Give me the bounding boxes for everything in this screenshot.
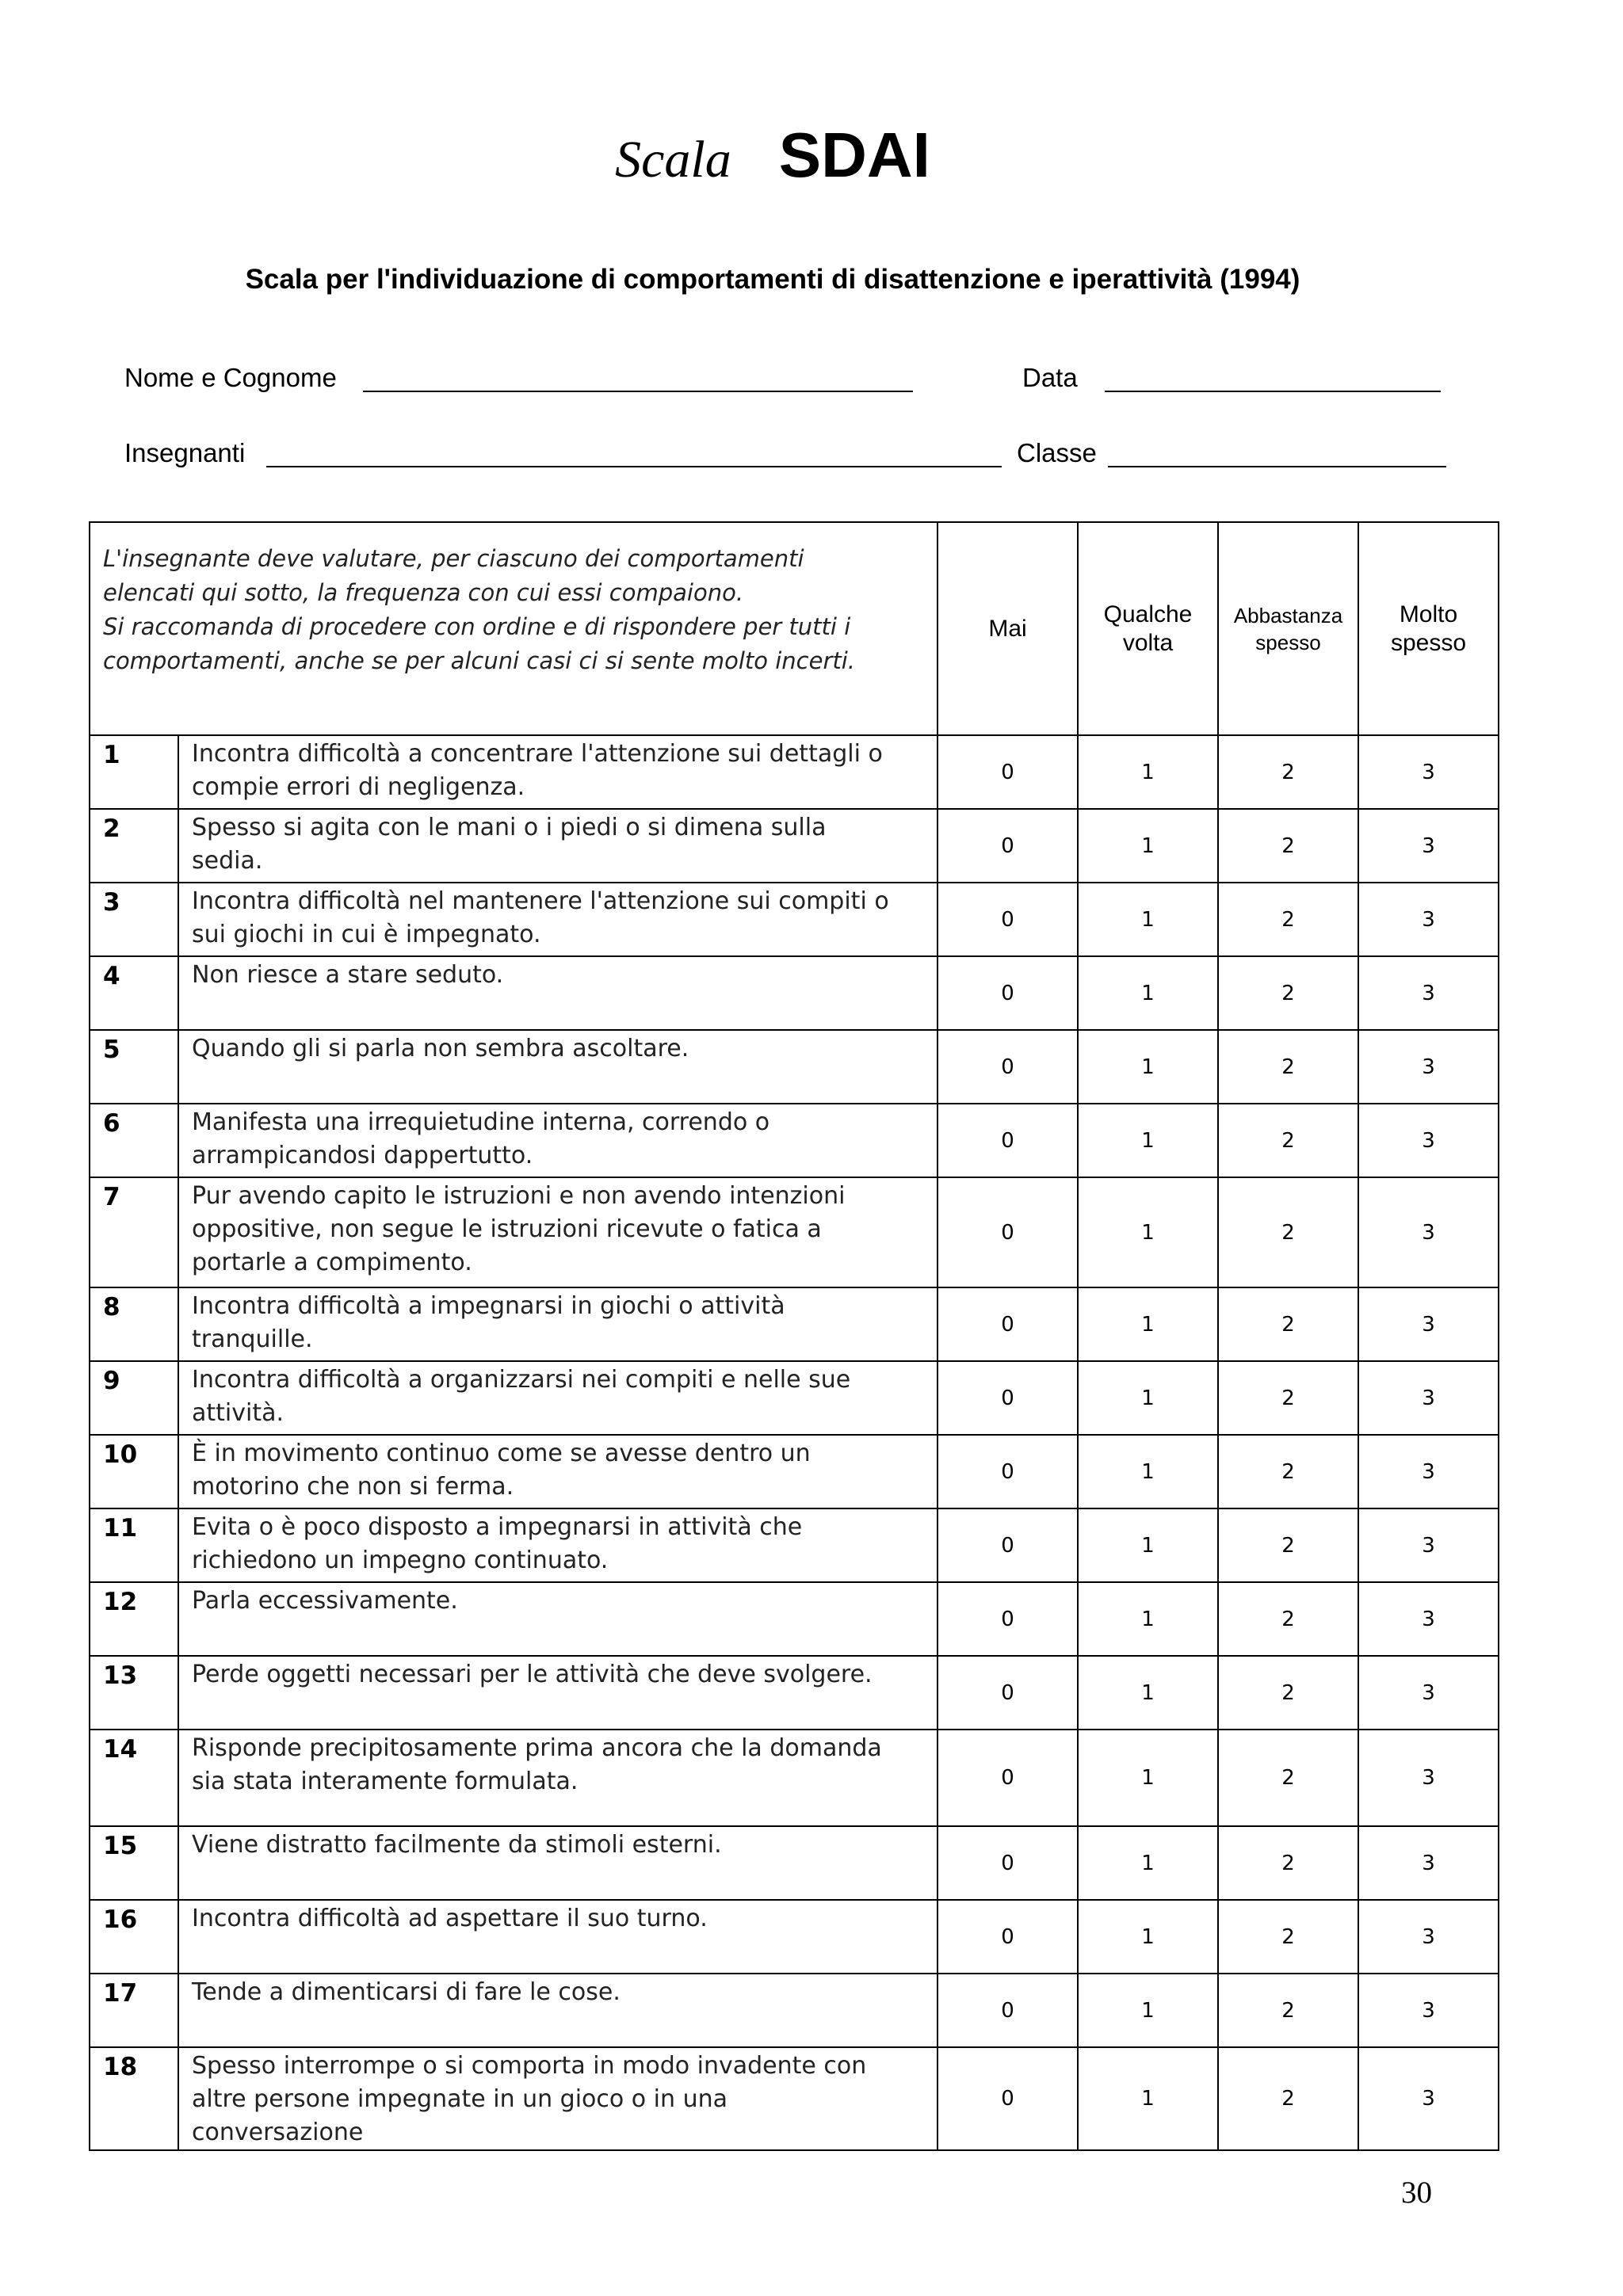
score-abbastanza-spesso[interactable]: 2: [1218, 1656, 1358, 1730]
score-mai[interactable]: 0: [938, 1361, 1078, 1435]
table-row: [90, 1974, 1499, 2047]
item-text-line: Spesso interrompe o si comporta in modo invadente con: [192, 2052, 867, 2080]
item-number: 2: [90, 809, 178, 883]
score-qualche-volta[interactable]: 1: [1078, 1177, 1218, 1287]
column-header-label: Mai: [988, 615, 1027, 642]
score-mai[interactable]: 0: [938, 1435, 1078, 1508]
item-number: 3: [90, 883, 178, 956]
item-text-line: sia stata interamente formulata.: [192, 1768, 579, 1795]
table-row: [90, 1104, 1499, 1177]
item-text-line: richiedono un impegno continuato.: [192, 1547, 609, 1574]
column-header-abbastanza-spesso: [1218, 522, 1358, 735]
score-molto-spesso[interactable]: 3: [1358, 1582, 1499, 1656]
score-molto-spesso[interactable]: 3: [1358, 1974, 1499, 2047]
item-number: 17: [90, 1974, 178, 2047]
score-molto-spesso[interactable]: 3: [1358, 1435, 1499, 1508]
score-qualche-volta[interactable]: 1: [1078, 1730, 1218, 1826]
table-row: [90, 1030, 1499, 1104]
score-mai[interactable]: 0: [938, 1826, 1078, 1900]
item-text-line: sedia.: [192, 847, 263, 875]
item-text-line: compie errori di negligenza.: [192, 773, 525, 801]
item-text-line: Pur avendo capito le istruzioni e non avendo intenzioni: [192, 1182, 846, 1210]
column-header-label: Abbastanza: [1233, 603, 1343, 627]
table-row: [90, 1582, 1499, 1656]
column-header-molto-spesso: [1358, 522, 1499, 735]
score-mai[interactable]: 0: [938, 1730, 1078, 1826]
column-header-qualche-volta: [1078, 522, 1218, 735]
score-qualche-volta[interactable]: 1: [1078, 2047, 1218, 2150]
table-row: [90, 1826, 1499, 1900]
item-text: [178, 735, 938, 809]
score-abbastanza-spesso[interactable]: 2: [1218, 809, 1358, 883]
score-qualche-volta[interactable]: 1: [1078, 1287, 1218, 1361]
score-mai[interactable]: 0: [938, 883, 1078, 956]
score-abbastanza-spesso[interactable]: 2: [1218, 1826, 1358, 1900]
score-qualche-volta[interactable]: 1: [1078, 735, 1218, 809]
column-header-label: spesso: [1390, 629, 1467, 656]
item-text: [178, 1030, 938, 1104]
table-row: [90, 1730, 1499, 1826]
item-number: 1: [90, 735, 178, 809]
title-scala: Scala: [615, 131, 731, 189]
score-mai[interactable]: 0: [938, 2047, 1078, 2150]
table-row: [90, 735, 1499, 809]
score-qualche-volta[interactable]: 1: [1078, 883, 1218, 956]
item-number: 6: [90, 1104, 178, 1177]
score-qualche-volta[interactable]: 1: [1078, 1435, 1218, 1508]
item-text-line: Incontra difficoltà nel mantenere l'attenzione sui compiti o: [192, 887, 889, 915]
score-molto-spesso[interactable]: 3: [1358, 1656, 1499, 1730]
item-text-line: attività.: [192, 1399, 285, 1427]
score-abbastanza-spesso[interactable]: 2: [1218, 1508, 1358, 1582]
column-header-label: spesso: [1255, 630, 1321, 654]
instructions: [90, 522, 938, 735]
score-molto-spesso[interactable]: 3: [1358, 1900, 1499, 1974]
item-text: [178, 1287, 938, 1361]
score-mai[interactable]: 0: [938, 1287, 1078, 1361]
score-molto-spesso[interactable]: 3: [1358, 883, 1499, 956]
score-abbastanza-spesso[interactable]: 2: [1218, 1104, 1358, 1177]
score-molto-spesso[interactable]: 3: [1358, 735, 1499, 809]
table-row: [90, 1900, 1499, 1974]
score-mai[interactable]: 0: [938, 1508, 1078, 1582]
item-number: 16: [90, 1900, 178, 1974]
score-mai[interactable]: 0: [938, 1030, 1078, 1104]
item-text-line: Tende a dimenticarsi di fare le cose.: [192, 1978, 621, 2006]
item-text: [178, 1582, 938, 1656]
item-text: [178, 809, 938, 883]
table-row: [90, 883, 1499, 956]
table-row: [90, 1287, 1499, 1361]
title-sdai: SDAI: [778, 120, 930, 190]
header-row: [90, 522, 1499, 735]
item-text-line: altre persone impegnate in un gioco o in una: [192, 2085, 727, 2113]
score-abbastanza-spesso[interactable]: 2: [1218, 1582, 1358, 1656]
score-abbastanza-spesso[interactable]: 2: [1218, 1974, 1358, 2047]
score-molto-spesso[interactable]: 3: [1358, 1030, 1499, 1104]
score-qualche-volta[interactable]: 1: [1078, 1656, 1218, 1730]
item-text-line: Quando gli si parla non sembra ascoltare.: [192, 1035, 689, 1062]
item-number: 5: [90, 1030, 178, 1104]
item-text: [178, 1104, 938, 1177]
item-text: [178, 1435, 938, 1508]
item-number: 15: [90, 1826, 178, 1900]
instructions-line: comportamenti, anche se per alcuni casi ci si sente molto incerti.: [103, 647, 856, 674]
item-text-line: Evita o è poco disposto a impegnarsi in attività che: [192, 1513, 803, 1541]
item-number: 11: [90, 1508, 178, 1582]
item-number: 18: [90, 2047, 178, 2150]
item-text-line: tranquille.: [192, 1325, 313, 1353]
item-text: [178, 1900, 938, 1974]
score-molto-spesso[interactable]: 3: [1358, 2047, 1499, 2150]
column-header-label: volta: [1122, 629, 1174, 656]
score-molto-spesso[interactable]: 3: [1358, 1177, 1499, 1287]
table-row: [90, 1361, 1499, 1435]
score-qualche-volta[interactable]: 1: [1078, 1826, 1218, 1900]
class-label: Classe: [1017, 438, 1097, 467]
name-label: Nome e Cognome: [124, 363, 337, 392]
score-molto-spesso[interactable]: 3: [1358, 1508, 1499, 1582]
score-mai[interactable]: 0: [938, 1974, 1078, 2047]
score-qualche-volta[interactable]: 1: [1078, 1030, 1218, 1104]
item-number: 14: [90, 1730, 178, 1826]
item-text: [178, 1177, 938, 1287]
item-text-line: conversazione: [192, 2119, 364, 2146]
score-mai[interactable]: 0: [938, 956, 1078, 1030]
name-field[interactable]: [363, 391, 913, 392]
score-molto-spesso[interactable]: 3: [1358, 1826, 1499, 1900]
score-qualche-volta[interactable]: 1: [1078, 1582, 1218, 1656]
item-text-line: Incontra difficoltà ad aspettare il suo turno.: [192, 1905, 708, 1932]
page-title: [0, 119, 1545, 192]
score-mai[interactable]: 0: [938, 735, 1078, 809]
item-number: 10: [90, 1435, 178, 1508]
instructions-line: Si raccomanda di procedere con ordine e di rispondere per tutti i: [103, 613, 851, 640]
score-mai[interactable]: 0: [938, 1177, 1078, 1287]
instructions-line: L'insegnante deve valutare, per ciascuno dei comportamenti: [103, 545, 804, 572]
item-text: [178, 1974, 938, 2047]
score-abbastanza-spesso[interactable]: 2: [1218, 1177, 1358, 1287]
score-molto-spesso[interactable]: 3: [1358, 1361, 1499, 1435]
item-number: 9: [90, 1361, 178, 1435]
score-molto-spesso[interactable]: 3: [1358, 1287, 1499, 1361]
score-qualche-volta[interactable]: 1: [1078, 1361, 1218, 1435]
item-text: [178, 2047, 938, 2150]
subtitle: Scala per l'individuazione di comportamenti di disattenzione e iperattività (1994): [245, 264, 1300, 295]
score-abbastanza-spesso[interactable]: 2: [1218, 956, 1358, 1030]
score-qualche-volta[interactable]: 1: [1078, 1508, 1218, 1582]
item-number: 8: [90, 1287, 178, 1361]
table-row: [90, 2047, 1499, 2150]
table-row: [90, 1177, 1499, 1287]
item-number: 13: [90, 1656, 178, 1730]
score-molto-spesso[interactable]: 3: [1358, 956, 1499, 1030]
item-text-line: Manifesta una irrequietudine interna, correndo o: [192, 1108, 770, 1136]
rating-table: [89, 521, 1499, 2151]
item-text-line: Non riesce a stare seduto.: [192, 961, 504, 989]
item-text-line: Spesso si agita con le mani o i piedi o si dimena sulla: [192, 814, 827, 841]
item-number: 4: [90, 956, 178, 1030]
score-abbastanza-spesso[interactable]: 2: [1218, 1900, 1358, 1974]
score-mai[interactable]: 0: [938, 1656, 1078, 1730]
score-abbastanza-spesso[interactable]: 2: [1218, 2047, 1358, 2150]
item-text-line: Viene distratto facilmente da stimoli esterni.: [192, 1831, 722, 1859]
item-number: 7: [90, 1177, 178, 1287]
item-text-line: Risponde precipitosamente prima ancora che la domanda: [192, 1734, 882, 1762]
item-text: [178, 956, 938, 1030]
item-text: [178, 1826, 938, 1900]
teachers-field[interactable]: [266, 466, 1002, 467]
score-qualche-volta[interactable]: 1: [1078, 956, 1218, 1030]
item-text-line: oppositive, non segue le istruzioni ricevute o fatica a: [192, 1215, 822, 1243]
item-text-line: Parla eccessivamente.: [192, 1587, 458, 1615]
score-abbastanza-spesso[interactable]: 2: [1218, 1435, 1358, 1508]
score-abbastanza-spesso[interactable]: 2: [1218, 1030, 1358, 1104]
item-text-line: Perde oggetti necessari per le attività che deve svolgere.: [192, 1661, 873, 1688]
item-number: 12: [90, 1582, 178, 1656]
instructions-line: elencati qui sotto, la frequenza con cui essi compaiono.: [103, 579, 744, 606]
table-row: [90, 809, 1499, 883]
score-abbastanza-spesso[interactable]: 2: [1218, 1730, 1358, 1826]
score-qualche-volta[interactable]: 1: [1078, 1900, 1218, 1974]
item-text-line: È in movimento continuo come se avesse dentro un: [192, 1440, 811, 1467]
date-label: Data: [1022, 363, 1078, 392]
table-row: [90, 956, 1499, 1030]
teachers-label: Insegnanti: [124, 438, 246, 467]
score-abbastanza-spesso[interactable]: 2: [1218, 735, 1358, 809]
column-header-label: Molto: [1399, 601, 1458, 627]
score-abbastanza-spesso[interactable]: 2: [1218, 1287, 1358, 1361]
score-abbastanza-spesso[interactable]: 2: [1218, 1361, 1358, 1435]
item-text: [178, 1361, 938, 1435]
score-mai[interactable]: 0: [938, 1900, 1078, 1974]
score-molto-spesso[interactable]: 3: [1358, 1104, 1499, 1177]
score-molto-spesso[interactable]: 3: [1358, 809, 1499, 883]
column-header-label: Qualche: [1103, 601, 1193, 627]
score-qualche-volta[interactable]: 1: [1078, 809, 1218, 883]
class-field[interactable]: [1108, 466, 1446, 467]
table-row: [90, 1435, 1499, 1508]
score-qualche-volta[interactable]: 1: [1078, 1974, 1218, 2047]
item-text: [178, 1730, 938, 1826]
page-number: 30: [1401, 2176, 1432, 2210]
item-text-line: Incontra difficoltà a impegnarsi in giochi o attività: [192, 1292, 785, 1320]
item-text-line: Incontra difficoltà a concentrare l'attenzione sui dettagli o: [192, 740, 883, 768]
item-text: [178, 1656, 938, 1730]
score-mai[interactable]: 0: [938, 1104, 1078, 1177]
item-text-line: portarle a compimento.: [192, 1249, 472, 1276]
score-qualche-volta[interactable]: 1: [1078, 1104, 1218, 1177]
item-text-line: sui giochi in cui è impegnato.: [192, 921, 541, 948]
item-text: [178, 883, 938, 956]
table-row: [90, 1656, 1499, 1730]
item-text-line: arrampicandosi dappertutto.: [192, 1142, 533, 1169]
score-mai[interactable]: 0: [938, 809, 1078, 883]
score-molto-spesso[interactable]: 3: [1358, 1730, 1499, 1826]
score-abbastanza-spesso[interactable]: 2: [1218, 883, 1358, 956]
column-header-mai: [938, 522, 1078, 735]
item-text-line: Incontra difficoltà a organizzarsi nei compiti e nelle sue: [192, 1366, 851, 1394]
item-text: [178, 1508, 938, 1582]
item-text-line: motorino che non si ferma.: [192, 1473, 514, 1501]
date-field[interactable]: [1105, 391, 1441, 392]
score-mai[interactable]: 0: [938, 1582, 1078, 1656]
table-row: [90, 1508, 1499, 1582]
